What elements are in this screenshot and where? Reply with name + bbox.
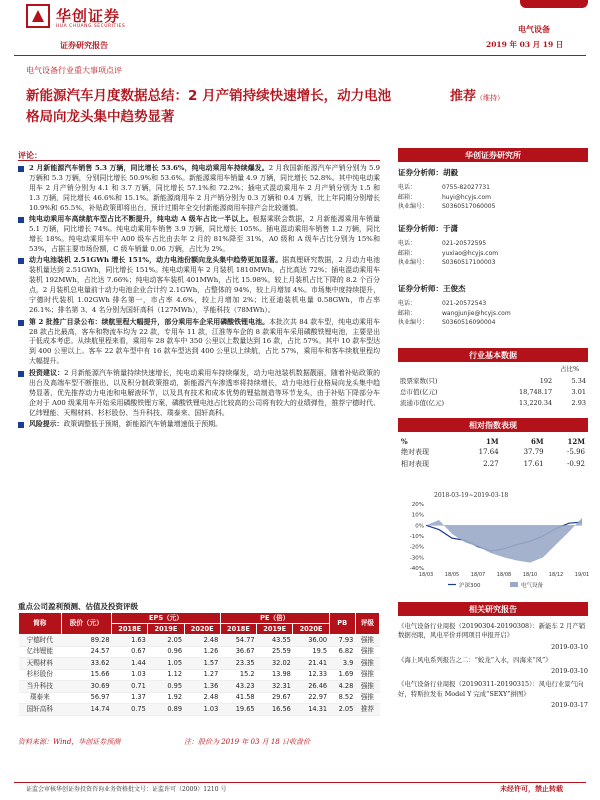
fin-header: 2020E <box>184 624 220 635</box>
table-cell: 29.67 <box>257 692 293 704</box>
analyst-phone <box>398 183 588 193</box>
rating <box>450 88 504 106</box>
basic-row <box>398 398 588 409</box>
legend-swatch <box>510 582 518 587</box>
table-cell: 1.03 <box>184 704 220 716</box>
y-tick-label: 20% <box>411 502 424 508</box>
table-cell: 2.05 <box>148 635 184 647</box>
perf-header: 1M <box>486 437 499 446</box>
license-key: 执业编号： <box>398 203 429 211</box>
fin-header: 评级 <box>355 613 379 635</box>
table-note: 注：股价为 2019 年 03 月 18 日收盘价 <box>184 738 310 746</box>
fin-header: 2019E <box>148 624 184 635</box>
bullet-icon <box>18 320 24 326</box>
logo-text: 华创证券 <box>56 7 121 25</box>
point-lead: 动力电池装机 2.51GWh 增长 151%，动力电池份额向龙头集中趋势更加显著。 <box>29 256 283 265</box>
fin-header: 2019E <box>257 624 293 635</box>
analyst-license <box>398 258 588 268</box>
table-cell: 7.93 <box>329 635 355 647</box>
y-tick-label: 0% <box>415 523 424 530</box>
x-tick-label: 18/12 <box>548 572 564 578</box>
table-cell: 推荐 <box>355 704 379 716</box>
table-row <box>19 669 380 681</box>
phone-value: 021-20572595 <box>442 240 487 248</box>
fin-header: 2018E <box>220 624 256 635</box>
x-tick-label: 18/07 <box>470 572 486 578</box>
table-cell: 0.67 <box>112 646 148 658</box>
point-text: 2 月新能源汽车销量持续快速增长，纯电动乘用车持续爆发，动力电池装机数据靓丽，随着补贴政策的出台及高端车型不断推出，以及积分制政策推动，新能源汽车渗透率将持续增长，动力电池行业格局向龙头集中趋势显著，优先推荐动力电池和电解液环节，以及具有技术和成本优势的锂盐制造等环节龙头，由于补贴下降部分车企对于 A00 级乘用车开始采用磷酸铁锂方案，磷酸铁锂电池占比较高的公司将有较大的业绩弹性，推荐宁德时代、亿纬锂能、天赐材料、杉杉股份、当升科技、璞泰来、国轩高科。 <box>29 368 381 417</box>
perf-header: 12M <box>567 437 585 446</box>
table-cell: 14.31 <box>293 704 329 716</box>
analyst-card <box>398 224 588 268</box>
table-cell: 36.00 <box>293 635 329 647</box>
fin-table <box>18 612 380 716</box>
table-cell: 1.36 <box>184 681 220 693</box>
table-cell: 33.62 <box>61 658 111 670</box>
point-text: 据真锂研究数据，2 月动力电池装机量达到 2.51GWh，同比增长 151%。纯电动乘用车 2 月装机 1810MWh，占比高达 72%；插电混动乘用车装机 192MWh，占比达 7.66%；纯电动客车装机 401MWh，占比 15.98%。较上月装机占比下降的 8.2 个百分点，2 月装机总电量前十动力电池企业合计约 2.1GWh，占整体的 94%，较上月增加 4%。市场集中度持续提升，宁德时代装机 1.02GWh 排名第一，市占率 4.6%，较上月增加 2%；比亚迪装机电量 0.58GWh，市占率 26.1%；排名第 3、4 名分别为国轩高科（127MWh），孚能科技（78MWh）。 <box>29 256 380 315</box>
table-cell: 强推 <box>355 692 379 704</box>
phone-key: 电话： <box>398 300 417 308</box>
analyst-card <box>398 168 588 212</box>
basic-title: 行业基本数据 <box>398 348 588 362</box>
x-tick-label: 18/08 <box>496 572 512 578</box>
footer-notice: 未经许可，禁止转载 <box>500 784 563 793</box>
analyst-email[interactable] <box>398 249 588 259</box>
table-cell: 54.77 <box>220 635 256 647</box>
perf-header: 6M <box>531 437 544 446</box>
rating-note: （维持） <box>476 94 505 102</box>
legend-label: 沪深300 <box>459 583 481 589</box>
comment-divider <box>18 160 380 161</box>
bullet-icon <box>18 166 24 172</box>
fin-group-header: PE（倍） <box>220 613 329 624</box>
related-list <box>398 622 588 714</box>
table-cell: 19.5 <box>293 646 329 658</box>
email-key: 邮箱： <box>398 193 417 201</box>
table-cell: 强推 <box>355 646 379 658</box>
table-cell: 4.28 <box>329 681 355 693</box>
point-lead: 第 2 批推广目录公布：续航里程大幅提升，部分乘用车企采用磷酸铁锂电池。 <box>29 317 270 326</box>
point-lead: 风险提示： <box>29 419 64 428</box>
series-area-1 <box>426 518 582 563</box>
table-cell: 32.02 <box>257 658 293 670</box>
analyst-card <box>398 284 588 328</box>
table-cell: 1.37 <box>112 692 148 704</box>
logo-subtext: HUA CHUANG SECURITIES <box>56 24 126 29</box>
table-cell: 1.92 <box>148 692 184 704</box>
comment-point <box>18 215 380 255</box>
legend-label: 电气设备 <box>521 583 544 589</box>
performance-chart <box>400 500 590 590</box>
basic-table <box>398 376 588 408</box>
table-cell: 25.59 <box>257 646 293 658</box>
table-cell: 国轩高科 <box>19 704 62 716</box>
comment-point <box>18 420 380 430</box>
table-cell: 8.52 <box>329 692 355 704</box>
perf-cell: 相对表现 <box>401 459 429 468</box>
phone-key: 电话： <box>398 240 417 248</box>
perf-cell: -5.96 <box>567 448 585 457</box>
x-tick-label: 18/03 <box>418 572 434 578</box>
analyst-name: 证券分析师：王俊杰 <box>398 284 466 293</box>
report-title: 新能源汽车月度数据总结：2 月产销持续快速增长，动力电池格局向龙头集中趋势显著 <box>26 88 392 125</box>
table-cell: 璞泰来 <box>19 692 62 704</box>
related-title: 相关研究报告 <box>398 602 588 616</box>
license-value: S0360516090004 <box>442 319 496 327</box>
analyst-license <box>398 202 588 212</box>
phone-value: 0755-82027731 <box>442 184 490 192</box>
logo-icon <box>26 4 50 28</box>
table-cell: 1.63 <box>112 635 148 647</box>
bullet-icon <box>18 217 24 223</box>
point-text: 2 月我国新能源汽车产销分别为 5.9 万辆和 5.3 万辆，分别同比增长 50.9%和 53.6%。新能源乘用车销量 4.9 万辆，同比增长 52.8%。其中纯电动乘用车 2 月产销分别为 4.1 和 3.7 万辆，同比增长 57.1%和 72.2%；插电式混动乘用车 2 月产销分别为 1.5 和 1.3 万辆，同比增长 46.6%和 15.1%。新能源商用车 2 月产销分别为 0.3 万辆和 0.4 万辆，比上年同期分别增长 10.9%和 65.5%，补贴政策即将出台，预计过期年全交付新能源商用车排产会比较谨慎。 <box>29 164 380 212</box>
license-value: S0360517100003 <box>442 259 496 267</box>
related-report-date: 2019-03-10 <box>551 667 588 676</box>
license-key: 执业编号： <box>398 259 429 267</box>
table-cell: 3.9 <box>329 658 355 670</box>
table-cell: 23.35 <box>220 658 256 670</box>
report-type: 证券研究报告 <box>60 40 108 50</box>
analyst-email[interactable] <box>398 193 588 203</box>
header-tab-decoration <box>520 0 588 8</box>
email-key: 邮箱： <box>398 249 417 257</box>
table-cell: 1.05 <box>148 658 184 670</box>
table-cell: 强推 <box>355 635 379 647</box>
table-cell: 21.41 <box>293 658 329 670</box>
bullet-icon <box>18 371 24 377</box>
basic-cell: 13,220.34 <box>519 398 553 407</box>
y-tick-label: -40% <box>409 566 424 572</box>
table-cell: 强推 <box>355 681 379 693</box>
y-tick-label: -10% <box>409 534 424 540</box>
point-lead: 纯电动乘用车高续航车型占比不断提升，纯电动 A 级车占比一半以上。 <box>29 215 253 224</box>
basic-row <box>398 376 588 387</box>
team-title: 华创证券研究所 <box>398 148 588 162</box>
comment-point <box>18 256 380 316</box>
report-subhead: 电气设备行业重大事项点评 <box>26 66 122 75</box>
bullet-icon <box>18 422 24 428</box>
perf-cell: 17.64 <box>478 448 499 457</box>
table-cell: 36.67 <box>220 646 256 658</box>
basic-cell: 总市值(亿元) <box>400 387 438 396</box>
footer-license: 证监会审核华创证券投资咨询业务资格批文号：证监许可（2009）1210 号 <box>26 786 227 793</box>
table-cell: 16.56 <box>257 704 293 716</box>
basic-cell: 2.93 <box>571 398 586 407</box>
table-row <box>19 704 380 716</box>
related-report-link[interactable]: 《电气设备行业周报（20190304-20190308）：新能车 2 月产销数据亮眼，风电平价并网项目申报开启》 <box>398 622 586 640</box>
email-key: 邮箱： <box>398 309 417 317</box>
comment-label: 评论： <box>18 150 42 160</box>
table-cell: 0.89 <box>148 704 184 716</box>
table-cell: 天赐材料 <box>19 658 62 670</box>
table-cell: 43.23 <box>220 681 256 693</box>
table-cell: 亿纬锂能 <box>19 646 62 658</box>
table-cell: 0.71 <box>112 681 148 693</box>
table-cell: 56.97 <box>61 692 111 704</box>
basic-col-header: 占比% <box>560 365 580 373</box>
perf-cell: 37.79 <box>523 448 544 457</box>
chart-date-range: 2018-03-19~2019-03-18 <box>434 492 509 499</box>
perf-cell: 2.27 <box>483 459 499 468</box>
x-tick-label: 18/05 <box>444 572 460 578</box>
point-lead: 投资建议： <box>29 368 65 377</box>
bullet-icon <box>18 258 24 264</box>
table-cell: 0.75 <box>112 704 148 716</box>
sector-label: 电气设备 <box>518 24 550 34</box>
table-cell: 2.48 <box>184 635 220 647</box>
analyst-phone <box>398 239 588 249</box>
fin-header: PB <box>329 613 355 635</box>
point-text: 本批次共 84 款车型，纯电动乘用车 28 款占比最高，客车和物流车均为 22 款，专用车 11 款，江淮等车企的 8 款乘用车采用磷酸铁锂电池，主要是出于低成本考虑。从续航里程来看，乘用车 28 款车中 350 公里以上数量达到 16 款，占比 57%。其中 10 款车型达到 400 公里以上。客车 22 款车型中有 16 款车型达到 400 公里以上续航，占比 57%，乘用车和客车续航里程均大幅提升。 <box>29 317 380 366</box>
table-cell: 26.46 <box>293 681 329 693</box>
table-cell: 13.98 <box>257 669 293 681</box>
analyst-phone <box>398 299 588 309</box>
perf-cell: 17.61 <box>523 459 544 468</box>
x-tick-label: 19/01 <box>574 572 590 578</box>
table-cell: 43.55 <box>257 635 293 647</box>
table-cell: 当升科技 <box>19 681 62 693</box>
table-row <box>19 692 380 704</box>
table-cell: 24.57 <box>61 646 111 658</box>
perf-row <box>398 447 588 458</box>
phone-value: 021-20572543 <box>442 300 487 308</box>
table-cell: 15.2 <box>220 669 256 681</box>
related-report-date: 2019-03-10 <box>551 642 588 651</box>
table-cell: 30.69 <box>61 681 111 693</box>
table-row <box>19 658 380 670</box>
basic-cell: 5.34 <box>571 377 586 385</box>
comment-points <box>18 164 380 431</box>
table-cell: 宁德时代 <box>19 635 62 647</box>
table-cell: 6.82 <box>329 646 355 658</box>
table-cell: 2.05 <box>329 704 355 716</box>
basic-cell: 18,748.17 <box>519 387 553 396</box>
table-cell: 19.65 <box>220 704 256 716</box>
x-tick-label: 18/10 <box>522 572 538 578</box>
analyst-name: 证券分析师：胡毅 <box>398 168 458 177</box>
analyst-license <box>398 318 588 328</box>
table-row <box>19 646 380 658</box>
analyst-name: 证券分析师：于潇 <box>398 224 458 233</box>
fin-table-title: 重点公司盈利预测、估值及投资评级 <box>18 602 138 611</box>
related-report-link[interactable]: 《电气设备行业周报（20190311-20190315）：风电行业景气向好，特斯拉发布 Model Y 完成“SEXY”拼图》 <box>398 680 584 698</box>
comment-point <box>18 318 380 368</box>
perf-table <box>398 436 588 470</box>
table-cell: 1.27 <box>184 669 220 681</box>
table-cell: 1.26 <box>184 646 220 658</box>
table-cell: 12.33 <box>293 669 329 681</box>
perf-header: % <box>401 437 408 446</box>
fin-header: 2018E <box>112 624 148 635</box>
report-date: 2019 年 03 月 19 日 <box>486 40 564 49</box>
table-cell: 22.97 <box>293 692 329 704</box>
header-divider <box>14 55 586 56</box>
table-cell: 15.66 <box>61 669 111 681</box>
phone-key: 电话： <box>398 184 417 192</box>
table-cell: 1.57 <box>184 658 220 670</box>
basic-cell: 192 <box>539 377 553 385</box>
table-cell: 41.58 <box>220 692 256 704</box>
fin-header: 简称 <box>19 613 62 635</box>
perf-cell: -0.92 <box>567 459 585 468</box>
table-cell: 1.69 <box>329 669 355 681</box>
table-cell: 2.48 <box>184 692 220 704</box>
y-tick-label: 10% <box>411 512 424 519</box>
table-row <box>19 635 380 647</box>
table-cell: 1.44 <box>112 658 148 670</box>
related-report-date: 2019-03-17 <box>551 700 588 709</box>
table-cell: 1.03 <box>112 669 148 681</box>
perf-row <box>398 459 588 470</box>
basic-cell: 流通市值(亿元) <box>400 398 445 407</box>
basic-cell: 3.01 <box>571 387 586 396</box>
fin-group-header: EPS（元） <box>112 613 221 624</box>
rating-label: 推荐 <box>450 89 477 104</box>
license-key: 执业编号： <box>398 319 429 327</box>
table-cell: 强推 <box>355 669 379 681</box>
table-cell: 89.28 <box>61 635 111 647</box>
email-value[interactable]: wangjunjie@hcyjs.com <box>442 309 511 317</box>
point-lead: 2 月新能源汽车销售 5.3 万辆，同比增长 53.6%，纯电动乘用车持续爆发。 <box>29 164 269 172</box>
footer-divider <box>14 782 586 783</box>
table-cell: 杉杉股份 <box>19 669 62 681</box>
table-cell: 14.74 <box>61 704 111 716</box>
comment-point <box>18 369 380 419</box>
y-tick-label: -30% <box>409 555 424 562</box>
fin-header: 2020E <box>293 624 329 635</box>
email-value[interactable]: huyi@hcyjs.com <box>442 193 491 201</box>
analyst-email[interactable] <box>398 309 588 319</box>
license-value: S0360517060005 <box>442 203 496 211</box>
email-value[interactable]: yuxiao@hcyjs.com <box>442 249 499 257</box>
perf-title: 相对指数表现 <box>398 418 588 432</box>
fin-header: 股价（元） <box>61 613 111 635</box>
comment-point <box>18 164 380 214</box>
basic-cell: 股票家数(只) <box>400 377 438 385</box>
basic-row <box>398 387 588 398</box>
table-cell: 强推 <box>355 658 379 670</box>
table-source: 资料来源：Wind，华创证券预测 <box>18 738 121 746</box>
perf-cell: 绝对表现 <box>401 448 429 457</box>
table-row <box>19 681 380 693</box>
point-text: 政策调整低于预期，新能源汽车销量增速低于预期。 <box>63 419 222 428</box>
table-cell: 0.96 <box>148 646 184 658</box>
table-cell: 1.12 <box>148 669 184 681</box>
point-text: 根据乘联会数据，2 月新能源乘用车销量 5.1 万辆，同比增长 74%。纯电动乘用车销售 3.9 万辆，同比增长 105%。插电混动乘用车销售 1.2 万辆，同比增长 18%。纯电动乘用车中 A00 级车占比由去年 2 月的 81%降至 31%，A0 级和 A 级车占比分别为 15%和 53%，占据主要市场份额，C 级车销量 0.06 万辆，占比为 2%。 <box>29 215 380 253</box>
table-cell: 32.31 <box>257 681 293 693</box>
y-tick-label: -20% <box>409 544 424 551</box>
table-cell: 0.95 <box>148 681 184 693</box>
related-report-link[interactable]: 《海上风电系列报告之二：“蛟龙”入水，四海来“风”》 <box>398 655 552 664</box>
